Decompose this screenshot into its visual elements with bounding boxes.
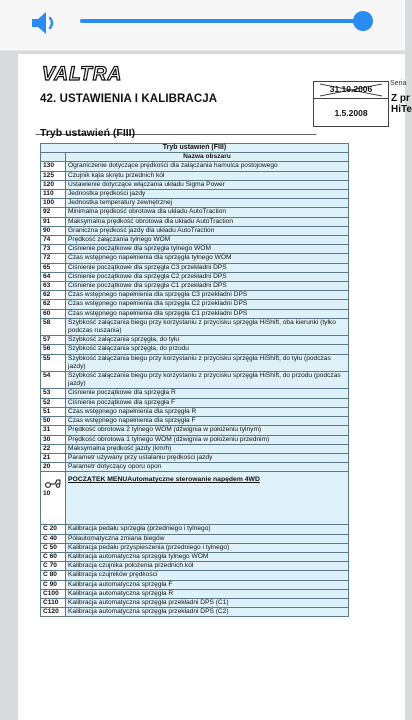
table-row (41, 435, 349, 444)
table-subheader-row (41, 153, 349, 162)
table-row (41, 263, 349, 272)
side-series: Seria (390, 80, 407, 87)
row-description: Ograniczenie dotyczące prędkości dla załączania hamulca postojowego (66, 162, 349, 171)
table-title: Tryb ustawień (FIII) (41, 144, 349, 153)
row-code: 50 (41, 417, 66, 426)
row-code: 63 (41, 282, 66, 291)
row-description: Szybkość załączania sprzęgła, do tyłu (66, 336, 349, 345)
row-description: Ciśnienie początkowe dla sprzęgła R (66, 389, 349, 398)
table-row (41, 589, 349, 598)
row-description: Kalibracja czujnika położenia przednich kół (66, 562, 349, 571)
table-row (41, 472, 349, 525)
row-code: 62 (41, 300, 66, 309)
row-description: Czas wstępnego napełnienia dla sprzęgła C3 przekładni DPS (66, 291, 349, 300)
table-row (41, 217, 349, 226)
row-code: 100 (41, 199, 66, 208)
tractor-icon (43, 476, 63, 488)
table-row (41, 282, 349, 291)
volume-slider-track[interactable] (80, 19, 366, 23)
row-code: 125 (41, 171, 66, 180)
row-description: Szybkość załączania biegu przy korzystaniu z przycisku sprzęgła HiShift, do przodu (podczas jazdy) (66, 372, 349, 389)
row-code: 55 (41, 354, 66, 371)
row-code: 74 (41, 236, 66, 245)
row-code: 65 (41, 263, 66, 272)
valtra-logo (40, 62, 140, 84)
row-code: C100 (41, 589, 66, 598)
row-code: 10 (43, 490, 51, 498)
column-header: Nazwa obszaru (66, 153, 349, 162)
table-row (41, 236, 349, 245)
table-row (41, 407, 349, 416)
row-description: Czujnik kąta skrętu przednich kół (66, 171, 349, 180)
row-description: Maksymalna prędkość obrotowa dla układu AutoTraction (66, 217, 349, 226)
row-code: C120 (41, 608, 66, 617)
date-box (313, 81, 389, 127)
row-code: 30 (41, 435, 66, 444)
menu-cell (41, 472, 66, 525)
table-row (41, 580, 349, 589)
table-row (41, 336, 349, 345)
row-description: Parametr używany przy ustalaniu prędkości jazdy (66, 453, 349, 462)
table-row (41, 372, 349, 389)
row-code: C 50 (41, 543, 66, 552)
row-description: Czas wstępnego napełnienia dla sprzęgła tylnego WOM (66, 254, 349, 263)
table-row (41, 417, 349, 426)
row-description: Kalibracja automatyczna sprzęgła przekładni DPS (C2) (66, 608, 349, 617)
volume-slider-knob[interactable] (353, 11, 373, 31)
row-code: C 80 (41, 571, 66, 580)
table-row (41, 272, 349, 281)
side-model (391, 93, 412, 115)
row-description: Kalibracja automatyczna sprzęgła R (66, 589, 349, 598)
table-row (41, 426, 349, 435)
table-row (41, 463, 349, 472)
date-old: 31.10.2006 (329, 84, 373, 94)
row-description: Ustawienie dotyczące włączania układu Sigma Power (66, 180, 349, 189)
volume-bar (0, 0, 405, 51)
table-row (41, 199, 349, 208)
strike-mark (320, 83, 382, 97)
row-description: Ciśnienie początkowe dla sprzęgła C1 przekładni DPS (66, 282, 349, 291)
row-code: C 90 (41, 580, 66, 589)
side-hit: HiTe (391, 104, 412, 115)
row-code: 51 (41, 407, 66, 416)
row-code: 20 (41, 463, 66, 472)
table-row (41, 300, 349, 309)
speaker-icon[interactable] (30, 10, 62, 36)
row-description: Czas wstępnego napełnienia dla sprzęgła C2 przekładni DPS (66, 300, 349, 309)
row-description: Kalibracja pedału przyspieszenia (przedniego i tylnego) (66, 543, 349, 552)
row-code: 57 (41, 336, 66, 345)
row-code: 53 (41, 389, 66, 398)
settings-table (40, 143, 349, 617)
table-row (41, 525, 349, 534)
row-code: 62 (41, 291, 66, 300)
row-code: C 20 (41, 525, 66, 534)
row-code: 120 (41, 180, 66, 189)
table-row (41, 190, 349, 199)
table-row (41, 318, 349, 335)
table-row (41, 171, 349, 180)
row-code: 54 (41, 372, 66, 389)
row-description: Czas wstępnego napełnienia dla sprzęgła C1 przekładni DPS (66, 309, 349, 318)
row-code: 92 (41, 208, 66, 217)
row-description: Kalibracja pedału sprzęgła (przedniego i tylnego) (66, 525, 349, 534)
row-description: Kalibracja automatyczna sprzęgła tylnego WOM (66, 552, 349, 561)
table-row (41, 398, 349, 407)
table-row (41, 534, 349, 543)
row-description: Szybkość załączania biegu przy korzystaniu z przycisku sprzęgła HiShift, do tyłu (podczas jazdy) (66, 354, 349, 371)
row-description: Ciśnienie początkowe dla sprzęgła C3 przekładni DPS (66, 263, 349, 272)
row-description: Kalibracja automatyczna sprzęgła F (66, 580, 349, 589)
row-code: 21 (41, 453, 66, 462)
row-code: 60 (41, 309, 66, 318)
chapter-title: 42. USTAWIENIA I KALIBRACJA (40, 93, 218, 105)
table-row (41, 608, 349, 617)
row-description: Szybkość załączania biegu przy korzystaniu z przycisku sprzęgła HiShift, oba kierunki (tylko podczas ruszania) (66, 318, 349, 335)
table-row (41, 552, 349, 561)
row-description: Czas wstępnego napełnienia dla sprzęgła R (66, 407, 349, 416)
table-row (41, 245, 349, 254)
row-code: C 60 (41, 552, 66, 561)
row-code: 90 (41, 226, 66, 235)
row-description: Prędkość obrotowa 1 tylnego WOM (dźwignia w położeniu przednim) (66, 435, 349, 444)
date-new: 1.5.2008 (334, 108, 368, 118)
row-description: Jednostka prędkości jazdy (66, 190, 349, 199)
table-row (41, 254, 349, 263)
row-code: 91 (41, 217, 66, 226)
row-description: Prędkość załączania tylnego WOM (66, 236, 349, 245)
document-page (18, 54, 412, 720)
row-code: C110 (41, 598, 66, 607)
row-description: Parametr dotyczący oporu opon (66, 463, 349, 472)
row-description: Ciśnienie początkowe dla sprzęgła F (66, 398, 349, 407)
table-row (41, 444, 349, 453)
row-description: Jednostka temperatury zewnętrznej (66, 199, 349, 208)
row-description: Ciśnienie początkowe dla sprzęgła C2 przekładni DPS (66, 272, 349, 281)
table-row (41, 345, 349, 354)
date-separator (314, 98, 388, 99)
row-description: Ciśnienie początkowe dla sprzęgła tylnego WOM (66, 245, 349, 254)
table-row (41, 309, 349, 318)
row-description: Graniczna prędkość jazdy dla układu AutoTraction (66, 226, 349, 235)
row-description: Szybkość załączania sprzęgła, do przodu (66, 345, 349, 354)
side-z: Z pr (391, 93, 410, 104)
table-title-row (41, 144, 349, 153)
row-code: 58 (41, 318, 66, 335)
row-description: Maksymalna prędkość jazdy (km/h) (66, 444, 349, 453)
row-description: Minimalna prędkość obrotowa dla układu AutoTraction (66, 208, 349, 217)
row-code: 72 (41, 254, 66, 263)
row-code: C 70 (41, 562, 66, 571)
table-row (41, 291, 349, 300)
row-code: 64 (41, 272, 66, 281)
row-code: 52 (41, 398, 66, 407)
row-code: C 40 (41, 534, 66, 543)
row-code: 110 (41, 190, 66, 199)
table-row (41, 226, 349, 235)
table-row (41, 389, 349, 398)
row-code: 22 (41, 444, 66, 453)
row-description: POCZĄTEK MENUAutomatyczne sterowanie napędem 4WD (66, 472, 349, 525)
row-code: 56 (41, 345, 66, 354)
table-row (41, 562, 349, 571)
table-row (41, 543, 349, 552)
section-title: Tryb ustawień (FIII) (40, 127, 136, 139)
row-description: Kalibracja automatyczna sprzęgła przekładni DPS (C1) (66, 598, 349, 607)
table-row (41, 180, 349, 189)
row-description: Czas wstępnego napełnienia dla sprzęgła F (66, 417, 349, 426)
row-code: 73 (41, 245, 66, 254)
row-code: 130 (41, 162, 66, 171)
row-description: Prędkość obrotowa 2 tylnego WOM (dźwignia w położeniu tylnym) (66, 426, 349, 435)
row-description: Półautomatyczna zmiana biegów (66, 534, 349, 543)
row-description: Kalibracja czujników prędkości (66, 571, 349, 580)
row-code: 31 (41, 426, 66, 435)
table-row (41, 598, 349, 607)
table-row (41, 571, 349, 580)
table-row (41, 162, 349, 171)
table-row (41, 453, 349, 462)
svg-text:VALTRA: VALTRA (42, 64, 123, 85)
table-row (41, 208, 349, 217)
table-row (41, 354, 349, 371)
